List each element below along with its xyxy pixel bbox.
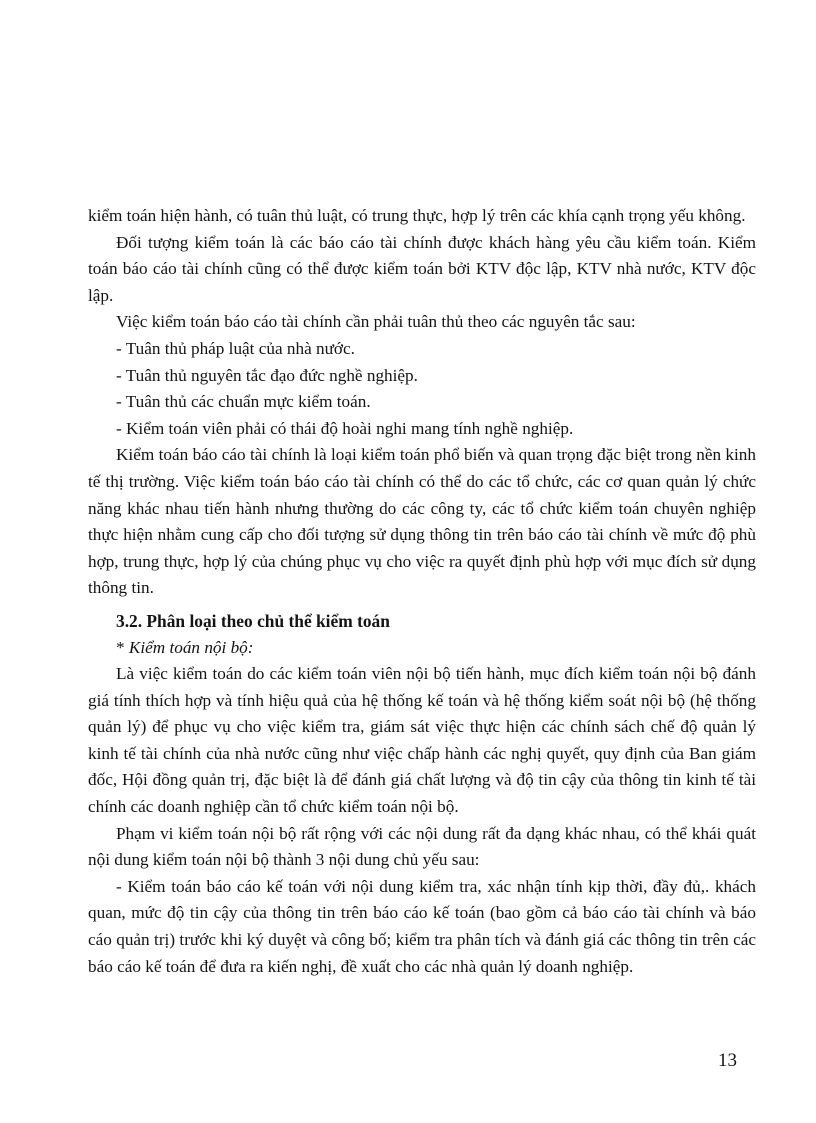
subsection-title: [116, 635, 756, 662]
paragraph-internal-audit: Là việc kiểm toán do các kiểm toán viên nội bộ tiến hành, mục đích kiểm toán nội bộ đánh giá tính thích hợp và tính hiệu quả của hệ thống kế toán và hệ thống kiểm soát nội bộ (hệ thống quản lý) để phục vụ cho việc kiểm tra, giám sát việc thực hiện các chính sách chế độ quản lý kinh tế tài chính của nhà nước cũng như việc chấp hành các nghị quyết, quy định của Ban giám đốc, Hội đồng quản trị, đặc biệt là để đánh giá chất lượng và độ tin cậy của thông tin kinh tế tài chính các doanh nghiệp cần tổ chức kiểm toán nội bộ.: [88, 664, 756, 817]
list-item: - Tuân thủ pháp luật của nhà nước.: [116, 338, 355, 358]
asterisk-marker: *: [116, 637, 129, 657]
list-item: - Kiểm toán viên phải có thái độ hoài nghi mang tính nghề nghiệp.: [116, 418, 574, 438]
page-number: 13: [718, 1050, 737, 1071]
paragraph-principles-intro: Việc kiểm toán báo cáo tài chính cần phải tuân thủ theo các nguyên tắc sau:: [116, 312, 636, 332]
paragraph-financial-audit: Kiểm toán báo cáo tài chính là loại kiểm toán phổ biến và quan trọng đặc biệt trong nền kinh tế thị trường. Việc kiểm toán báo cáo tài chính có thể do các tổ chức, các cơ quan quản lý chức năng khác nhau tiến hành nhưng thường do các công ty, các tổ chức kiểm toán chuyên nghiệp thực hiện nhằm cung cấp cho đối tượng sử dụng thông tin trên báo cáo tài chính về mức độ phù hợp, trung thực, hợp lý của chúng phục vụ cho việc ra quyết định phù hợp với mục đích sử dụng thông tin.: [88, 445, 756, 598]
paragraph-scope: Phạm vi kiểm toán nội bộ rất rộng với các nội dung rất đa dạng khác nhau, có thể khái quát nội dung kiểm toán nội bộ thành 3 nội dung chủ yếu sau:: [88, 823, 756, 870]
page-body: [88, 203, 756, 980]
section-heading: 3.2. Phân loại theo chủ thể kiểm toán: [116, 610, 390, 631]
subsection-label: Kiểm toán nội bộ:: [128, 637, 254, 657]
paragraph-report-audit: - Kiểm toán báo cáo kế toán với nội dung kiểm tra, xác nhận tính kịp thời, đầy đủ,. khách quan, mức độ tin cậy của thông tin trên báo cáo kế toán (bao gồm cả báo cáo tài chính và báo cáo quản trị) trước khi ký duyệt và công bố; kiểm tra phân tích và đánh giá các thông tin trên các báo cáo kế toán để đưa ra kiến nghị, đề xuất cho các nhà quản lý doanh nghiệp.: [88, 876, 756, 976]
list-item: - Tuân thủ các chuẩn mực kiểm toán.: [116, 392, 371, 412]
paragraph-continuation: kiểm toán hiện hành, có tuân thủ luật, có trung thực, hợp lý trên các khía cạnh trọng yếu không.: [88, 206, 746, 225]
list-item: - Tuân thủ nguyên tắc đạo đức nghề nghiệp.: [116, 365, 418, 385]
paragraph-audit-object: Đối tượng kiểm toán là các báo cáo tài chính được khách hàng yêu cầu kiểm toán. Kiểm toán báo cáo tài chính cũng có thể được kiểm toán bởi KTV độc lập, KTV nhà nước, KTV độc lập.: [88, 232, 756, 305]
